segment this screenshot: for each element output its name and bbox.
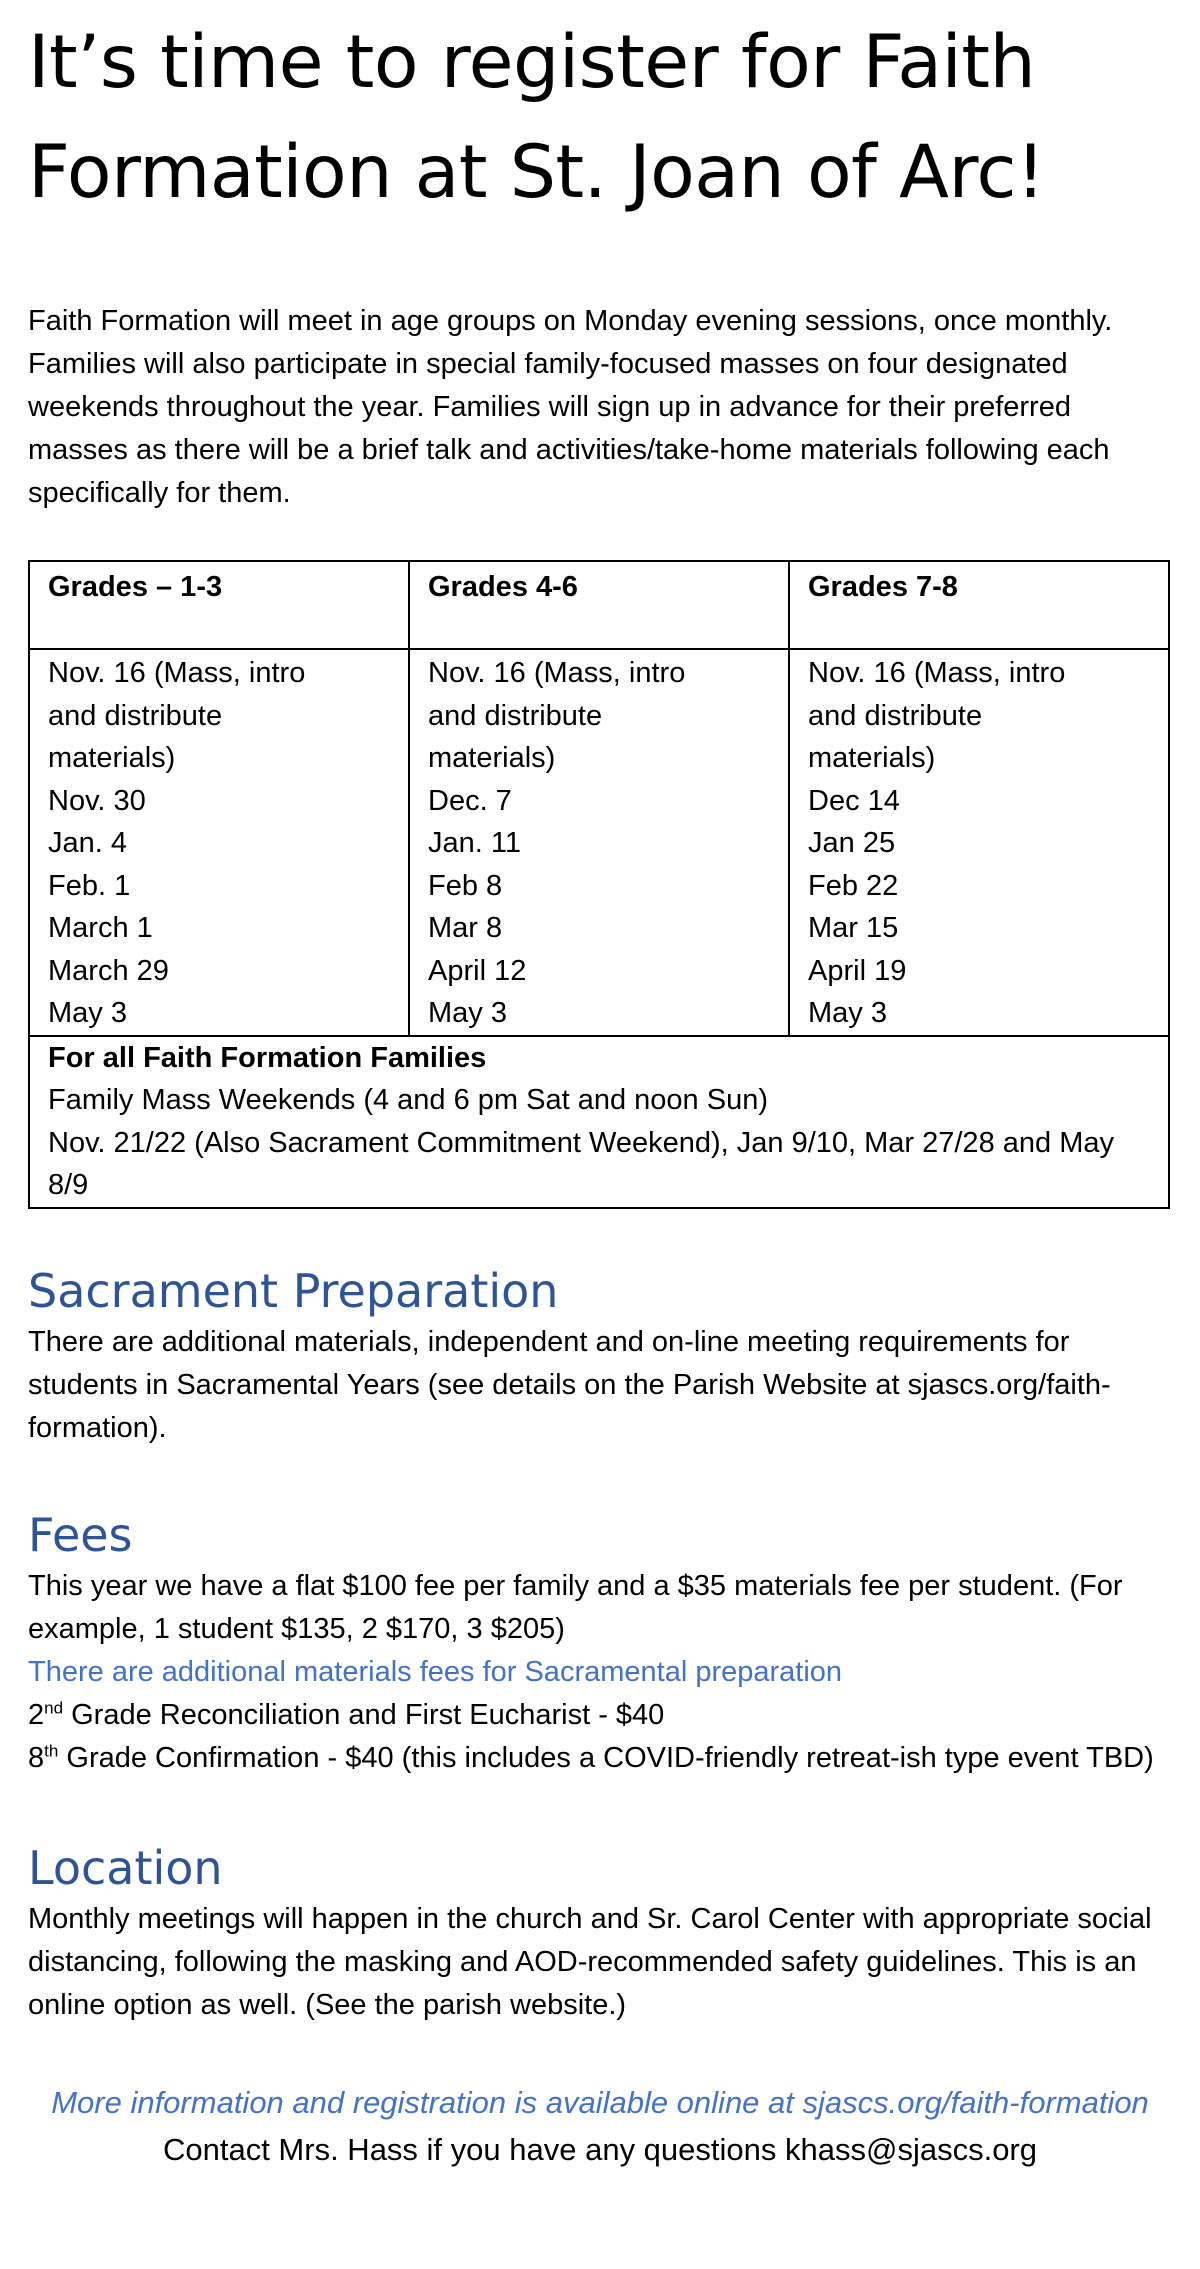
date-entry: Nov. 16 (Mass, intro (428, 657, 686, 689)
date-entry: Feb 22 (808, 869, 899, 902)
date-entry: Feb. 1 (48, 869, 131, 902)
date-entry: Nov. 16 (Mass, intro (808, 657, 1066, 689)
date-entry: March 1 (48, 912, 153, 944)
header-grades-4-6: Grades 4-6 (409, 561, 789, 649)
families-title: For all Faith Formation Families (48, 1041, 487, 1074)
intro-paragraph: Faith Formation will meet in age groups on Monday evening sessions, once monthly. Families will also participate in special family-focused masses on four designated weekends throughout the year. Families will sign up in advance for their preferred masses as there will be a brief talk and activities/take-home materials following each specifically for them. (28, 305, 1113, 509)
sacrament-section (28, 1261, 1172, 1450)
fees-heading: Fees (28, 1507, 133, 1562)
date-entry: May 3 (428, 997, 507, 1029)
schedule-table (28, 560, 1170, 1209)
fees-additional: There are additional materials fees for Sacramental preparation (28, 1655, 843, 1688)
date-entry: Nov. 16 (Mass, intro (48, 657, 306, 689)
date-entry: Dec 14 (808, 784, 900, 817)
families-cell (29, 1036, 1169, 1208)
date-entry: April 12 (428, 954, 527, 987)
schedule-header-row (29, 561, 1169, 649)
dates-grades-4-6 (409, 649, 789, 1036)
date-entry: and distribute (808, 699, 983, 732)
family-mass-weekends: Family Mass Weekends (4 and 6 pm Sat and noon Sun) (48, 1084, 769, 1116)
date-entry: Feb 8 (428, 869, 503, 902)
date-entry: materials) (48, 742, 176, 774)
location-body: Monthly meetings will happen in the church and Sr. Carol Center with appropriate social distancing, following the masking and AOD-recommended safety guidelines. This is an online option as well. (See the parish website.) (28, 1902, 1152, 2021)
date-entry: Jan 25 (808, 827, 896, 859)
date-entry: May 3 (48, 997, 127, 1029)
date-entry: April 19 (808, 954, 907, 987)
dates-grades-7-8 (789, 649, 1169, 1036)
header-grades-7-8: Grades 7-8 (789, 561, 1169, 649)
more-info-link: More information and registration is available online at sjascs.org/faith-formation (51, 2084, 1149, 2120)
sacrament-heading: Sacrament Preparation (28, 1263, 559, 1318)
fee-second-grade-suffix: nd (44, 1697, 64, 1717)
date-entry: Mar 8 (428, 912, 503, 944)
family-mass-dates: Nov. 21/22 (Also Sacrament Commitment Weekend), Jan 9/10, Mar 27/28 and May 8/9 (48, 1126, 1114, 1201)
date-entry: Nov. 30 (48, 784, 146, 817)
fee-second-grade-text: Grade Reconciliation and First Eucharist - $40 (63, 1698, 665, 1731)
fee-eighth-grade-suffix: th (44, 1740, 59, 1760)
date-entry: May 3 (808, 997, 887, 1029)
fees-section (28, 1505, 1172, 1780)
fee-second-grade (28, 1694, 1172, 1737)
date-entry: Jan. 4 (48, 827, 127, 859)
fees-body: This year we have a flat $100 fee per family and a $35 materials fee per student. (For example, 1 student $135, 2 $170, 3 $205) (28, 1569, 1123, 1645)
date-entry: and distribute (428, 699, 603, 732)
date-entry: Dec. 7 (428, 784, 512, 817)
fee-eighth-grade-number: 8 (28, 1741, 45, 1774)
fee-eighth-grade (28, 1737, 1172, 1780)
contact-line: Contact Mrs. Hass if you have any questions khass@sjascs.org (162, 2131, 1037, 2167)
fee-second-grade-number: 2 (28, 1698, 45, 1731)
dates-grades-1-3 (29, 649, 409, 1036)
page-title: It’s time to register for Faith Formation at St. Joan of Arc! (28, 20, 1045, 215)
families-row (29, 1036, 1169, 1208)
sacrament-body: There are additional materials, independent and on-line meeting requirements for students in Sacramental Years (see details on the Parish Website at sjascs.org/faith-formation). (28, 1325, 1111, 1444)
date-entry: materials) (808, 742, 936, 774)
date-entry: Jan. 11 (428, 827, 521, 859)
fee-eighth-grade-text: Grade Confirmation - $40 (this includes a COVID-friendly retreat-ish type event TBD) (58, 1741, 1154, 1774)
location-section (28, 1838, 1172, 2027)
date-entry: and distribute (48, 699, 223, 732)
header-grades-1-3: Grades – 1-3 (29, 561, 409, 649)
schedule-dates-row (29, 649, 1169, 1036)
date-entry: March 29 (48, 954, 169, 987)
date-entry: materials) (428, 742, 556, 774)
date-entry: Mar 15 (808, 912, 899, 944)
location-heading: Location (28, 1840, 223, 1895)
